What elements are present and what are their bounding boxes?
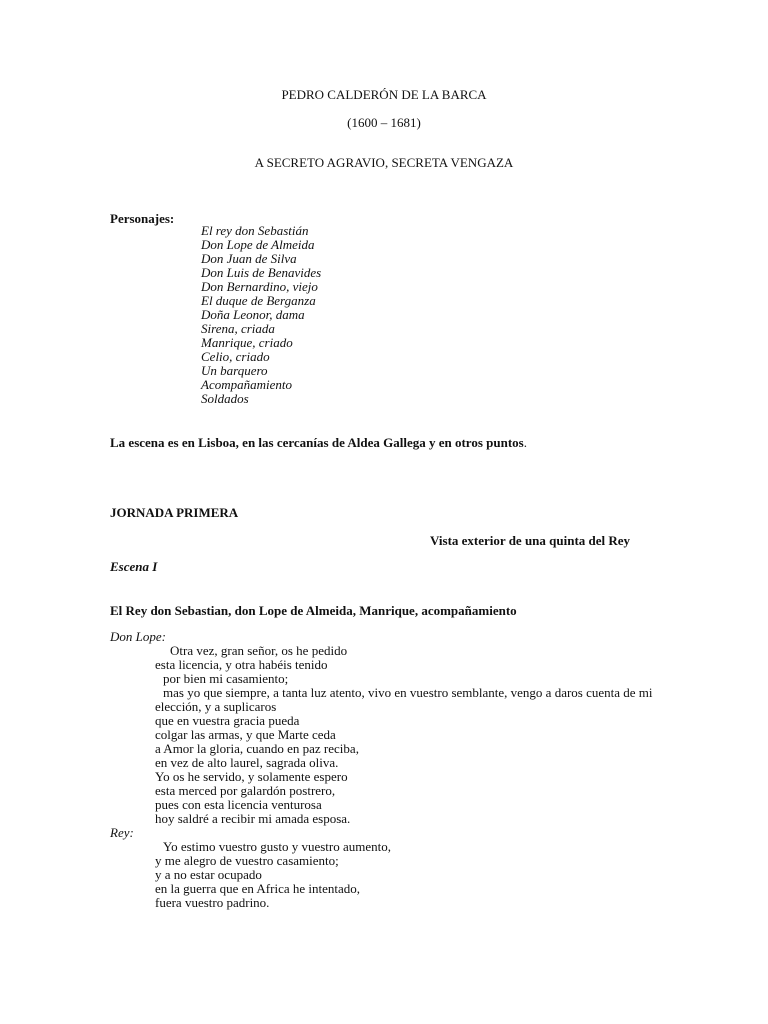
jornada-heading: JORNADA PRIMERA [110, 505, 239, 520]
verse-line: a Amor la gloria, cuando en paz reciba, [155, 741, 359, 756]
verse-line: y me alegro de vuestro casamiento; [155, 853, 339, 868]
setting-period: . [523, 435, 527, 450]
verse-line: mas yo que siempre, a tanta luz atento, vivo en vuestro semblante, vengo a daros cuenta de mi [163, 685, 653, 700]
cast-item: Doña Leonor, dama [201, 307, 305, 322]
verse-line: Yo os he servido, y solamente espero [155, 769, 348, 784]
verse-line: elección, y a suplicaros [155, 699, 277, 714]
speaker-rey: Rey: [110, 825, 134, 840]
setting-text: La escena es en Lisboa, en las cercanías de Aldea Gallega y en otros puntos [110, 435, 524, 450]
escena-heading: Escena I [110, 559, 158, 574]
verse-line: esta licencia, y otra habéis tenido [155, 657, 328, 672]
play-title: A SECRETO AGRAVIO, SECRETA VENGAZA [254, 155, 514, 170]
verse-line: en vez de alto laurel, sagrada oliva. [155, 755, 339, 770]
cast-item: El rey don Sebastián [201, 223, 309, 238]
verse-line: y a no estar ocupado [155, 867, 262, 882]
cast-item: Manrique, criado [201, 335, 293, 350]
cast-item: Celio, criado [201, 349, 270, 364]
cast-item: Soldados [201, 391, 249, 406]
characters-present: El Rey don Sebastian, don Lope de Almeida, Manrique, acompañamiento [110, 603, 517, 618]
cast-item: Don Bernardino, viejo [201, 279, 318, 294]
cast-item: El duque de Berganza [201, 293, 316, 308]
personajes-label: Personajes: [110, 211, 175, 226]
verse-line: fuera vuestro padrino. [155, 895, 270, 910]
setting-line [110, 436, 527, 450]
verse-line: en la guerra que en Africa he intentado, [155, 881, 361, 896]
cast-item: Acompañamiento [201, 377, 292, 392]
cast-item: Un barquero [201, 363, 268, 378]
cast-item: Don Lope de Almeida [201, 237, 315, 252]
cast-item: Sirena, criada [201, 321, 275, 336]
verse-line: por bien mi casamiento; [163, 671, 289, 686]
verse-line: hoy saldré a recibir mi amada esposa. [155, 811, 351, 826]
verse-line: colgar las armas, y que Marte ceda [155, 727, 336, 742]
verse-line: que en vuestra gracia pueda [155, 713, 300, 728]
verse-line: pues con esta licencia venturosa [155, 797, 322, 812]
verse-line: Yo estimo vuestro gusto y vuestro aumento, [163, 839, 391, 854]
author-dates: (1600 – 1681) [347, 115, 421, 130]
verse-line: Otra vez, gran señor, os he pedido [170, 643, 348, 658]
author-heading: PEDRO CALDERÓN DE LA BARCA [281, 87, 487, 102]
cast-item: Don Luis de Benavides [201, 265, 322, 280]
speaker-don-lope: Don Lope: [110, 629, 166, 644]
verse-line: esta merced por galardón postrero, [155, 783, 336, 798]
cast-item: Don Juan de Silva [201, 251, 297, 266]
scene-setting: Vista exterior de una quinta del Rey [430, 533, 631, 548]
